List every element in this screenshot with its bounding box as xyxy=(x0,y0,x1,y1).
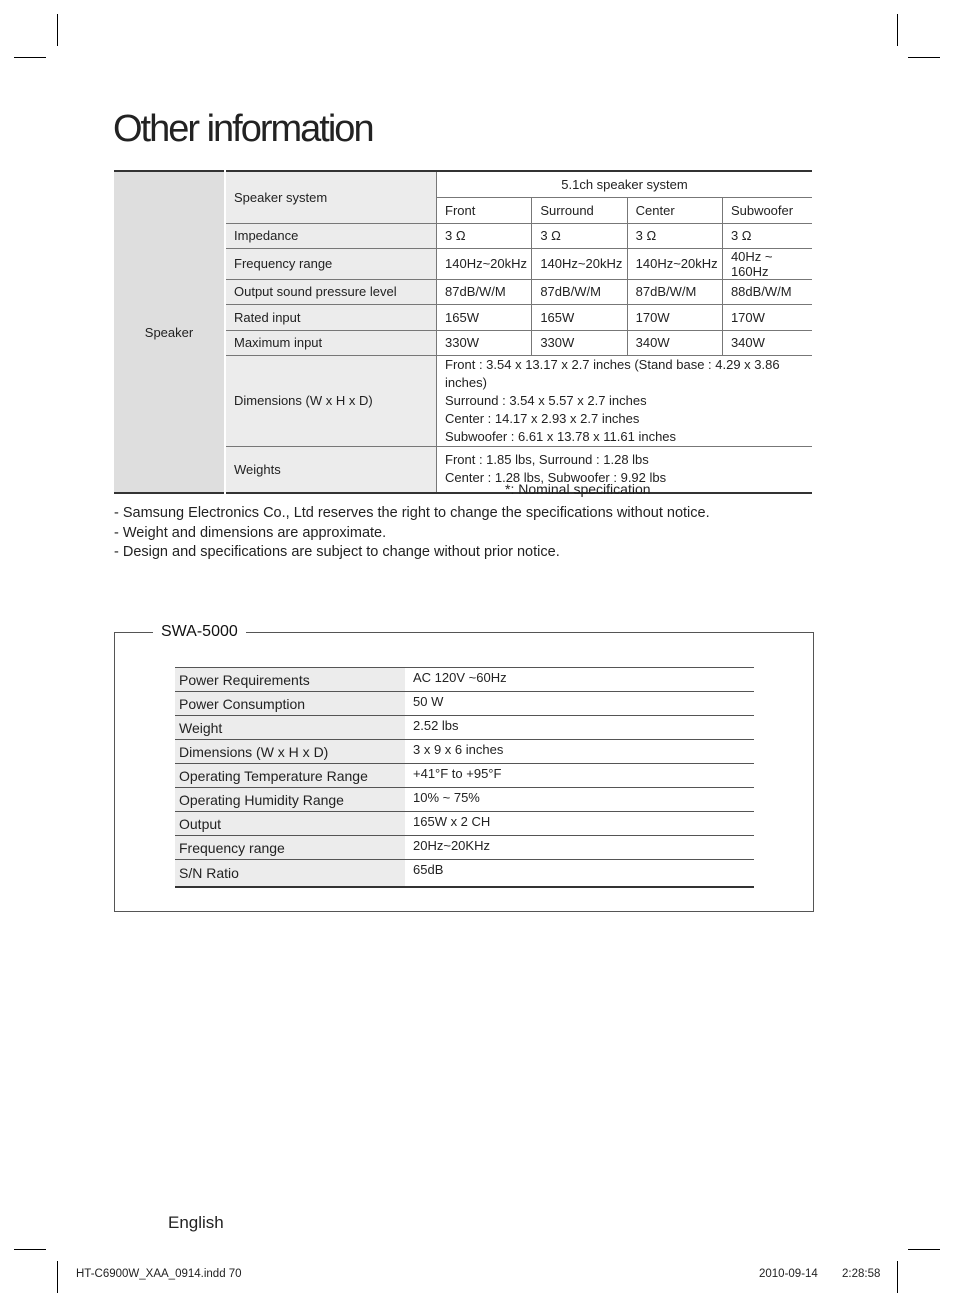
note-item: - Samsung Electronics Co., Ltd reserves the right to change the specifications without notice. xyxy=(114,505,710,521)
table-row xyxy=(175,716,754,740)
cell: 340W xyxy=(722,330,812,355)
cell: 87dB/W/M xyxy=(627,279,722,304)
column-header: Center xyxy=(627,197,722,223)
cell: 40Hz ~ 160Hz xyxy=(722,248,812,279)
row-label: Speaker system xyxy=(225,171,437,223)
crop-mark xyxy=(897,1261,898,1293)
dimension-line: Front : 3.54 x 13.17 x 2.7 inches (Stand base : 4.29 x 3.86 inches) xyxy=(445,356,780,390)
note-item: - Weight and dimensions are approximate. xyxy=(114,524,387,541)
row-label: Power Consumption xyxy=(175,692,405,716)
cell: 165W xyxy=(532,304,627,330)
dimension-line: Surround : 3.54 x 5.57 x 2.7 inches xyxy=(445,392,647,408)
crop-mark xyxy=(57,1261,58,1293)
footnote: *: Nominal specification xyxy=(505,481,651,497)
table-row xyxy=(175,788,754,812)
crop-mark xyxy=(57,14,58,46)
cell: +41°F to +95°F xyxy=(405,764,754,788)
file-name: HT-C6900W_XAA_0914.indd 70 xyxy=(76,1268,242,1280)
swa-title: SWA-5000 xyxy=(153,623,246,641)
crop-mark xyxy=(14,57,46,58)
cell: 20Hz~20KHz xyxy=(405,836,754,860)
page-title: Other information xyxy=(113,108,373,150)
crop-mark xyxy=(14,1249,46,1250)
cell: 165W xyxy=(437,304,532,330)
weight-line: Center : 1.28 lbs, Subwoofer : 9.92 lbs xyxy=(445,470,667,486)
cell: 140Hz~20kHz xyxy=(627,248,722,279)
row-label: Dimensions (W x H x D) xyxy=(225,355,437,446)
dimension-line: Center : 14.17 x 2.93 x 2.7 inches xyxy=(445,410,640,426)
table-row xyxy=(175,692,754,716)
table-row xyxy=(175,740,754,764)
row-label: S/N Ratio xyxy=(175,860,405,887)
cell: AC 120V ~60Hz xyxy=(405,668,754,692)
weight-line: Front : 1.85 lbs, Surround : 1.28 lbs xyxy=(445,452,649,468)
cell: 3 x 9 x 6 inches xyxy=(405,740,754,764)
row-label: Frequency range xyxy=(175,836,405,860)
row-label: Operating Humidity Range xyxy=(175,788,405,812)
cell: 3 Ω xyxy=(437,223,532,248)
row-label: Dimensions (W x H x D) xyxy=(175,740,405,764)
cell: 88dB/W/M xyxy=(722,279,812,304)
cell: 140Hz~20kHz xyxy=(532,248,627,279)
row-label: Frequency range xyxy=(225,248,437,279)
row-label: Power Requirements xyxy=(175,668,405,692)
row-label: Weight xyxy=(175,716,405,740)
file-time: 2:28:58 xyxy=(842,1268,881,1280)
language-label: English xyxy=(168,1213,224,1232)
cell: 3 Ω xyxy=(627,223,722,248)
cell: 170W xyxy=(722,304,812,330)
system-header: 5.1ch speaker system xyxy=(437,171,813,197)
row-label: Maximum input xyxy=(225,330,437,355)
file-date: 2010-09-14 xyxy=(759,1268,818,1280)
dimension-line: Subwoofer : 6.61 x 13.78 x 11.61 inches xyxy=(445,428,677,444)
row-label: Weights xyxy=(225,446,437,493)
category-cell: Speaker xyxy=(114,171,225,493)
cell: 330W xyxy=(437,330,532,355)
cell: 2.52 lbs xyxy=(405,716,754,740)
cell: 50 W xyxy=(405,692,754,716)
row-label: Impedance xyxy=(225,223,437,248)
cell: 170W xyxy=(627,304,722,330)
cell: 340W xyxy=(627,330,722,355)
cell: 330W xyxy=(532,330,627,355)
column-header: Subwoofer xyxy=(722,197,812,223)
notes xyxy=(114,504,710,563)
cell: 165W x 2 CH xyxy=(405,812,754,836)
crop-mark xyxy=(897,14,898,46)
table-row xyxy=(175,836,754,860)
table-row xyxy=(175,764,754,788)
column-header: Front xyxy=(437,197,532,223)
cell: 10% ~ 75% xyxy=(405,788,754,812)
row-label: Rated input xyxy=(225,304,437,330)
cell: 65dB xyxy=(405,860,754,887)
cell: 3 Ω xyxy=(532,223,627,248)
dimensions-cell xyxy=(437,355,813,446)
speaker-spec-table xyxy=(114,170,812,494)
row-label: Operating Temperature Range xyxy=(175,764,405,788)
table-row xyxy=(175,812,754,836)
crop-mark xyxy=(908,57,940,58)
cell: 87dB/W/M xyxy=(532,279,627,304)
row-label: Output xyxy=(175,812,405,836)
column-header: Surround xyxy=(532,197,627,223)
cell: 140Hz~20kHz xyxy=(437,248,532,279)
note-item: - Design and specifications are subject to change without prior notice. xyxy=(114,544,560,560)
crop-mark xyxy=(908,1249,940,1250)
cell: 3 Ω xyxy=(722,223,812,248)
table-row xyxy=(175,860,754,887)
table-row xyxy=(175,668,754,692)
swa-spec-table xyxy=(175,667,754,888)
row-label: Output sound pressure level xyxy=(225,279,437,304)
cell: 87dB/W/M xyxy=(437,279,532,304)
